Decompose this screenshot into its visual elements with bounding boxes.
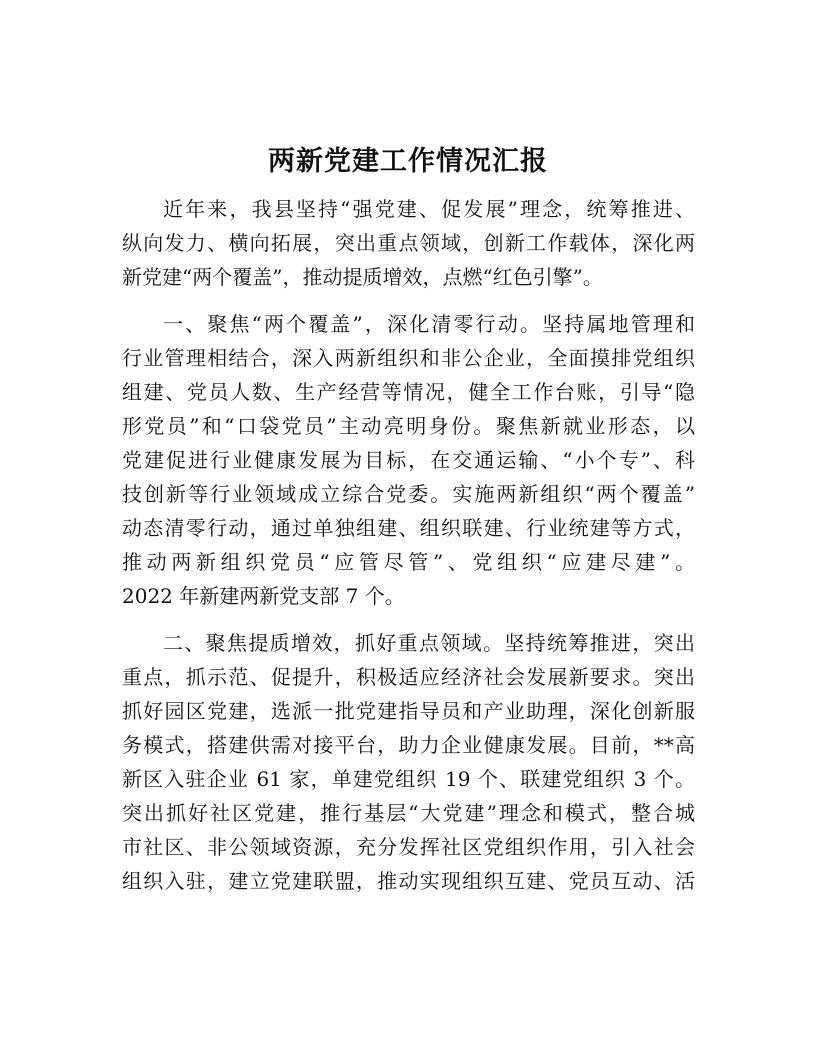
text-line: 推动两新组织党员“应管尽管”、党组织“应建尽建”。 <box>122 550 695 574</box>
text-line: 动态清零行动，通过单独组建、组织联建、行业统建等方式， <box>122 516 695 540</box>
text-line: 2022 年新建两新党支部 7 个。 <box>122 584 405 608</box>
paragraph-intro <box>122 192 695 294</box>
document-title: 两新党建工作情况汇报 <box>268 146 548 177</box>
paragraph-section-1 <box>122 307 695 613</box>
text-line: 一、聚焦“两个覆盖”，深化清零行动。坚持属地管理和 <box>163 312 695 336</box>
text-line: 行业管理相结合，深入两新组织和非公企业，全面摸排党组织 <box>122 346 695 370</box>
text-line: 近年来，我县坚持“强党建、促发展”理念，统筹推进、 <box>163 197 695 221</box>
text-line: 组建、党员人数、生产经营等情况，健全工作台账，引导“隐 <box>122 380 695 404</box>
text-line: 党建促进行业健康发展为目标，在交通运输、“小个专”、科 <box>122 448 695 472</box>
text-line: 重点，抓示范、促提升，积极适应经济社会发展新要求。突出 <box>122 665 695 689</box>
text-line: 新党建“两个覆盖”，推动提质增效，点燃“红色引擎”。 <box>122 265 603 289</box>
document-body <box>122 192 695 911</box>
text-line: 组织入驻，建立党建联盟，推动实现组织互建、党员互动、活 <box>122 869 695 893</box>
text-line: 新区入驻企业 61 家，单建党组织 19 个、联建党组织 3 个。 <box>122 767 695 791</box>
text-line: 技创新等行业领域成立综合党委。实施两新组织“两个覆盖” <box>122 482 695 506</box>
text-line: 突出抓好社区党建，推行基层“大党建”理念和模式，整合城 <box>122 801 695 825</box>
text-line: 抓好园区党建，选派一批党建指导员和产业助理，深化创新服 <box>122 699 695 723</box>
text-line: 务模式，搭建供需对接平台，助力企业健康发展。目前，**高 <box>122 733 695 757</box>
text-line: 二、聚焦提质增效，抓好重点领域。坚持统筹推进，突出 <box>163 631 695 655</box>
paragraph-section-2 <box>122 626 695 898</box>
text-line: 纵向发力、横向拓展，突出重点领域，创新工作载体，深化两 <box>122 231 695 255</box>
text-line: 市社区、非公领域资源，充分发挥社区党组织作用，引入社会 <box>122 835 695 859</box>
text-line: 形党员”和“口袋党员”主动亮明身份。聚焦新就业形态，以 <box>122 414 695 438</box>
